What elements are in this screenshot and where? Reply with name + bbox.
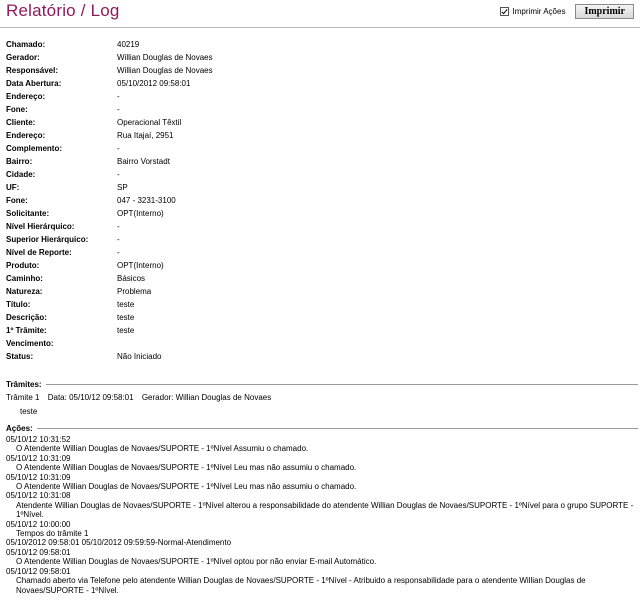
detail-value: Operacional Têxtil	[117, 118, 182, 127]
tramites-title: Trâmites:	[6, 380, 42, 389]
detail-row	[6, 285, 213, 298]
tramite-number: Trâmite 1	[6, 393, 40, 402]
detail-label: Fone:	[6, 105, 28, 114]
detail-row	[6, 64, 213, 77]
detail-row	[6, 51, 213, 64]
detail-row	[6, 337, 213, 350]
detail-value: -	[117, 105, 120, 114]
detail-value: -	[117, 248, 120, 257]
action-timestamp: 05/10/12 10:31:09	[6, 472, 71, 482]
detail-row	[6, 181, 213, 194]
tramites-section	[6, 380, 638, 416]
detail-label: Natureza:	[6, 287, 43, 296]
action-timestamp: 05/10/12 10:00:00	[6, 519, 71, 529]
action-timestamp: 05/10/12 10:31:52	[6, 435, 71, 444]
detail-label: Título:	[6, 300, 31, 309]
detail-row	[6, 103, 213, 116]
detail-row	[6, 259, 213, 272]
action-description: O Atendente Willian Douglas de Novaes/SUPORTE - 1ºNível Leu mas não assumiu o chamado.	[16, 463, 357, 473]
detail-value: Willian Douglas de Novaes	[117, 53, 213, 62]
tramite-author: Gerador: Willian Douglas de Novaes	[141, 393, 272, 402]
detail-label: UF:	[6, 183, 20, 192]
action-timestamp: 05/10/12 10:31:08	[6, 491, 71, 501]
detail-label: Descrição:	[6, 313, 47, 322]
detail-label: Data Abertura:	[6, 79, 62, 88]
action-description: Chamado aberto via Telefone pelo atendente Willian Douglas de Novaes/SUPORTE - 1ºNível - Atribuido a responsabilidade para o atendente Willian Douglas de Novaes/SUPORTE - 1ºNível.	[16, 576, 586, 595]
detail-label: Gerador:	[6, 53, 40, 62]
detail-label: Nível de Reporte:	[6, 248, 72, 257]
detail-label: Responsável:	[6, 66, 59, 75]
detail-value: Básicos	[117, 274, 146, 283]
print-actions-label: Imprimir Ações	[512, 7, 566, 16]
detail-label: Superior Hierárquico:	[6, 235, 89, 244]
action-description: O Atendente Willian Douglas de Novaes/SUPORTE - 1ºNível Leu mas não assumiu o chamado.	[16, 482, 357, 492]
detail-row	[6, 324, 213, 337]
detail-label: Solicitante:	[6, 209, 50, 218]
print-button[interactable]: Imprimir	[575, 4, 634, 19]
detail-label: Nível Hierárquico:	[6, 222, 75, 231]
header-divider	[0, 27, 640, 28]
detail-value: OPT(Interno)	[117, 209, 164, 218]
detail-value: teste	[117, 313, 135, 322]
action-timestamp: 05/10/12 10:31:09	[6, 453, 71, 463]
detail-row	[6, 129, 213, 142]
detail-label: Cliente:	[6, 118, 36, 127]
detail-row	[6, 168, 213, 181]
action-timestamp: 05/10/12 09:58:01	[6, 547, 71, 557]
detail-value: Não Iniciado	[117, 352, 162, 361]
detail-row	[6, 220, 213, 233]
detail-value: -	[117, 235, 120, 244]
detail-row	[6, 272, 213, 285]
detail-value: Willian Douglas de Novaes	[117, 66, 213, 75]
action-description: O Atendente Willian Douglas de Novaes/SUPORTE - 1ºNível optou por não enviar E-mail Automático.	[16, 557, 377, 567]
detail-row	[6, 311, 213, 324]
detail-value: Rua Itajaí, 2951	[117, 131, 174, 140]
detail-label: Fone:	[6, 196, 28, 205]
details-list	[6, 38, 213, 363]
detail-value: 05/10/2012 09:58:01	[117, 79, 191, 88]
detail-value: OPT(Interno)	[117, 261, 164, 270]
detail-row	[6, 207, 213, 220]
print-actions-option[interactable]	[500, 7, 566, 16]
detail-label: Produto:	[6, 261, 40, 270]
detail-value: Bairro Vorstadt	[117, 157, 170, 166]
detail-value: -	[117, 144, 120, 153]
detail-value: -	[117, 222, 120, 231]
detail-label: Vencimento:	[6, 339, 54, 348]
detail-row	[6, 155, 213, 168]
detail-row	[6, 233, 213, 246]
detail-value: teste	[117, 300, 135, 309]
detail-label: 1º Trâmite:	[6, 326, 47, 335]
header-controls	[500, 4, 634, 19]
tramite-entry	[6, 393, 638, 404]
tramite-date: Data: 05/10/12 09:58:01	[47, 393, 134, 402]
detail-label: Complemento:	[6, 144, 62, 153]
tramites-divider	[46, 384, 638, 385]
action-timestamp: 05/10/2012 09:58:01 05/10/2012 09:59:59-Normal-Atendimento	[6, 538, 232, 548]
detail-label: Chamado:	[6, 40, 46, 49]
detail-row	[6, 142, 213, 155]
action-description: Atendente Willian Douglas de Novaes/SUPORTE - 1ºNível alterou a responsabilidade do atendente Willian Douglas de Novaes/SUPORTE - 1ºNível para o grupo SUPORTE - 1ºNível.	[16, 500, 634, 520]
acoes-divider	[37, 428, 638, 429]
detail-label: Bairro:	[6, 157, 33, 166]
detail-row	[6, 90, 213, 103]
detail-row	[6, 246, 213, 259]
acoes-section	[6, 424, 638, 595]
action-description: O Atendente Willian Douglas de Novaes/SUPORTE - 1ºNível Assumiu o chamado.	[16, 444, 309, 454]
detail-row	[6, 38, 213, 51]
detail-label: Status:	[6, 352, 34, 361]
actions-log	[6, 435, 638, 595]
detail-value: teste	[117, 326, 135, 335]
detail-value: 40219	[117, 40, 140, 49]
detail-value: -	[117, 92, 120, 101]
acoes-title: Ações:	[6, 424, 33, 433]
action-description: Tempos do trâmite 1	[16, 529, 89, 539]
detail-label: Endereço:	[6, 131, 46, 140]
print-actions-checkbox[interactable]	[500, 7, 509, 16]
detail-label: Caminho:	[6, 274, 43, 283]
detail-row	[6, 350, 213, 363]
detail-value: -	[117, 170, 120, 179]
detail-row	[6, 298, 213, 311]
action-timestamp: 05/10/12 09:58:01	[6, 566, 71, 576]
detail-row	[6, 194, 213, 207]
detail-label: Endereço:	[6, 92, 46, 101]
detail-row	[6, 116, 213, 129]
tramite-text: teste	[20, 407, 38, 416]
detail-label: Cidade:	[6, 170, 36, 179]
detail-value: 047 - 3231-3100	[117, 196, 176, 205]
detail-row	[6, 77, 213, 90]
detail-value: Problema	[117, 287, 152, 296]
detail-value: SP	[117, 183, 128, 192]
page-title: Relatório / Log	[6, 1, 120, 20]
